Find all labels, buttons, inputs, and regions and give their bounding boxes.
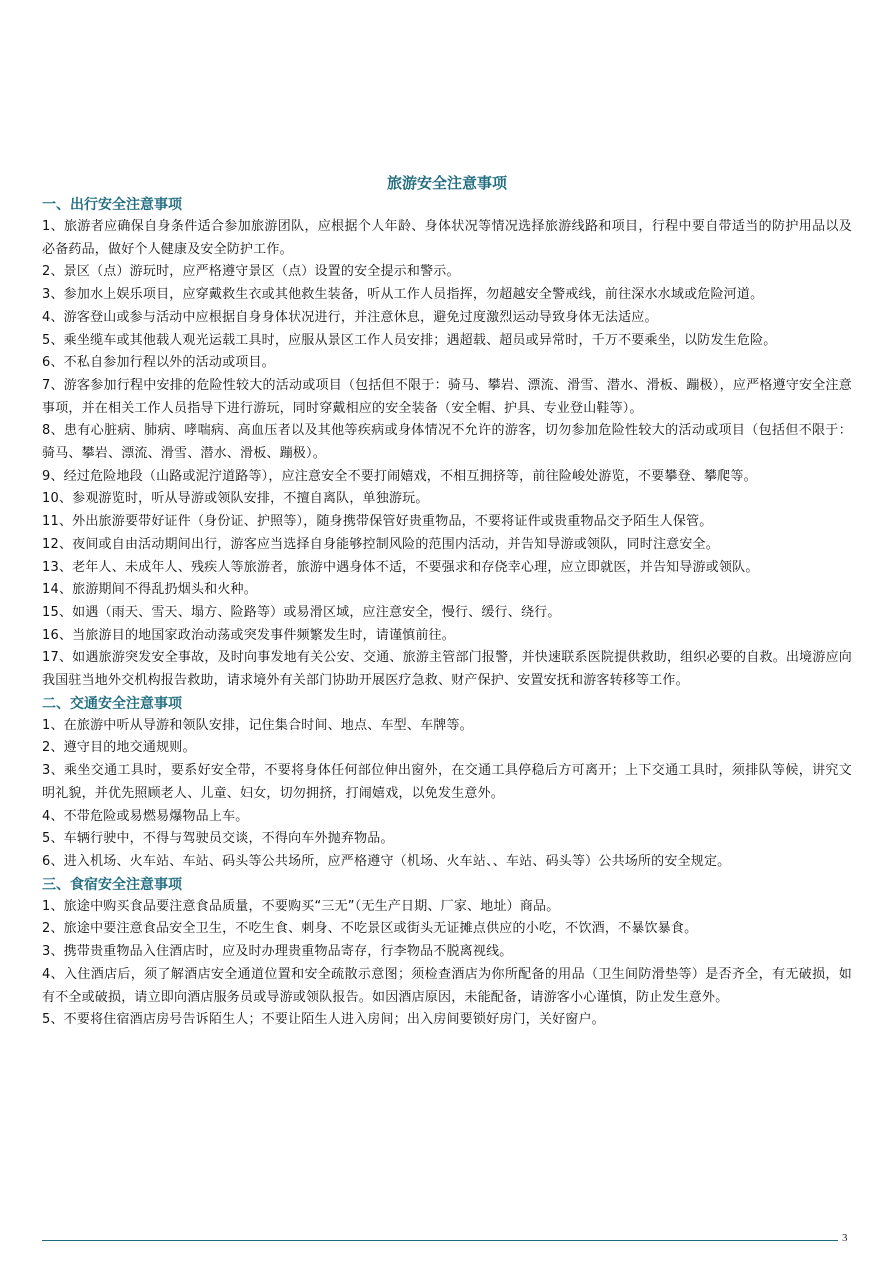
document-title: 旅游安全注意事项 [386,174,507,192]
list-item: 4、不带危险或易燃易爆物品上车。 [42,808,249,824]
list-item: 3、携带贵重物品入住酒店时，应及时办理贵重物品寄存，行李物品不脱离视线。 [42,944,513,960]
list-item: 6、不私自参加行程以外的活动或项目。 [42,355,275,371]
list-item: 1、旅途中购买食品要注意食品质量，不要购买“三无”（无生产日期、厂家、地址）商品。 [42,898,560,914]
list-item: 14、旅游期间不得乱扔烟头和火种。 [42,582,257,598]
list-item: 9、经过危险地段（山路或泥泞道路等），应注意安全不要打闹嬉戏，不相互拥挤等，前往险峻处游览，不要攀登、攀爬等。 [42,468,757,484]
list-item: 5、乘坐缆车或其他载人观光运载工具时，应服从景区工作人员安排；遇超载、超员或异常时，千万不要乘坐，以防发生危险。 [42,332,777,348]
section-traffic-safety [42,693,852,874]
list-item: 2、旅途中要注意食品安全卫生，不吃生食、刺身、不吃景区或街头无证摊点供应的小吃，不饮酒，不暴饮暴食。 [42,921,698,937]
section-heading: 三、食宿安全注意事项 [42,876,182,893]
list-item: 4、入住酒店后，须了解酒店安全通道位置和安全疏散示意图；须检查酒店为你所配备的用品（卫生间防滑垫等）是否齐全，有无破损，如有不全或破损，请立即向酒店服务员或导游或领队报告。如因酒店原因，未能配备，请游客小心谨慎，防止发生意外。 [42,966,852,1005]
list-item: 16、当旅游目的地国家政治动荡或突发事件频繁发生时，请谨慎前往。 [42,627,455,643]
list-item: 8、患有心脏病、肺病、哮喘病、高血压者以及其他等疾病或身体情况不允许的游客，切勿参加危险性较大的活动或项目（包括但不限于：骑马、攀岩、漂流、滑雪、潜水、滑板、蹦极）。 [42,423,852,462]
section-food-lodging-safety [42,874,852,1032]
section-heading: 一、出行安全注意事项 [42,197,182,213]
list-item: 7、游客参加行程中安排的危险性较大的活动或项目（包括但不限于：骑马、攀岩、漂流、滑雪、潜水、滑板、蹦极），应严格遵守安全注意事项，并在相关工作人员指导下进行游玩，同时穿戴相应的安全装备（安全帽、护具、专业登山鞋等）。 [42,377,852,416]
list-item: 15、如遇（雨天、雪天、塌方、险路等）或易滑区域，应注意安全，慢行、缓行、绕行。 [42,604,561,620]
list-item: 1、在旅游中听从导游和领队安排，记住集合时间、地点、车型、车牌等。 [42,717,473,733]
list-item: 3、参加水上娱乐项目，应穿戴救生衣或其他救生装备，听从工作人员指挥，勿超越安全警戒线，前往深水水域或危险河道。 [42,287,764,303]
list-item: 6、进入机场、火车站、车站、码头等公共场所，应严格遵守（机场、火车站、、车站、码头等）公共场所的安全规定。 [42,853,731,869]
list-item: 5、车辆行驶中，不得与驾驶员交谈，不得向车外抛弃物品。 [42,831,394,847]
list-item: 5、不要将住宿酒店房号告诉陌生人；不要让陌生人进入房间；出入房间要锁好房门，关好窗户。 [42,1012,605,1028]
list-item: 1、旅游者应确保自身条件适合参加旅游团队，应根据个人年龄、身体状况等情况选择旅游线路和项目，行程中要自带适当的防护用品以及必备药品，做好个人健康及安全防护工作。 [42,219,852,257]
list-item: 4、游客登山或参与活动中应根据自身身体状况进行，并注意休息，避免过度激烈运动导致身体无法适应。 [42,309,658,325]
section-heading: 二、交通安全注意事项 [42,695,182,712]
list-item: 12、夜间或自由活动期间出行，游客应当选择自身能够控制风险的范围内活动，并告知导游或领队，同时注意安全。 [42,536,719,552]
list-item: 3、乘坐交通工具时，要系好安全带，不要将身体任何部位伸出窗外，在交通工具停稳后方可离开；上下交通工具时，须排队等候，讲究文明礼貌，并优先照顾老人、儿童、妇女，切勿拥挤，打闹嬉戏，以免发生意外。 [42,763,852,801]
list-item: 13、老年人、未成年人、残疾人等旅游者，旅游中遇身体不适，不要强求和存侥幸心理，应立即就医，并告知导游或领队。 [42,559,759,575]
list-item: 2、景区（点）游玩时，应严格遵守景区（点）设置的安全提示和警示。 [42,264,460,280]
list-item: 2、遵守目的地交通规则。 [42,740,196,756]
section-travel-safety [42,194,852,693]
document-body [42,172,852,1032]
list-item: 11、外出旅游要带好证件（身份证、护照等），随身携带保管好贵重物品，不要将证件或贵重物品交予陌生人保管。 [42,514,713,530]
list-item: 17、如遇旅游突发安全事故，及时向事发地有关公安、交通、旅游主管部门报警，并快速联系医院提供救助，组织必要的自救。出境游应向我国驻当地外交机构报告救助，请求境外有关部门协助开展医疗急救、财产保护、安置安抚和游客转移等工作。 [42,650,852,689]
list-item: 10、参观游览时，听从导游或领队安排，不擅自离队，单独游玩。 [42,491,429,507]
footer-divider [42,1240,838,1241]
page-number: 3 [842,1232,848,1244]
